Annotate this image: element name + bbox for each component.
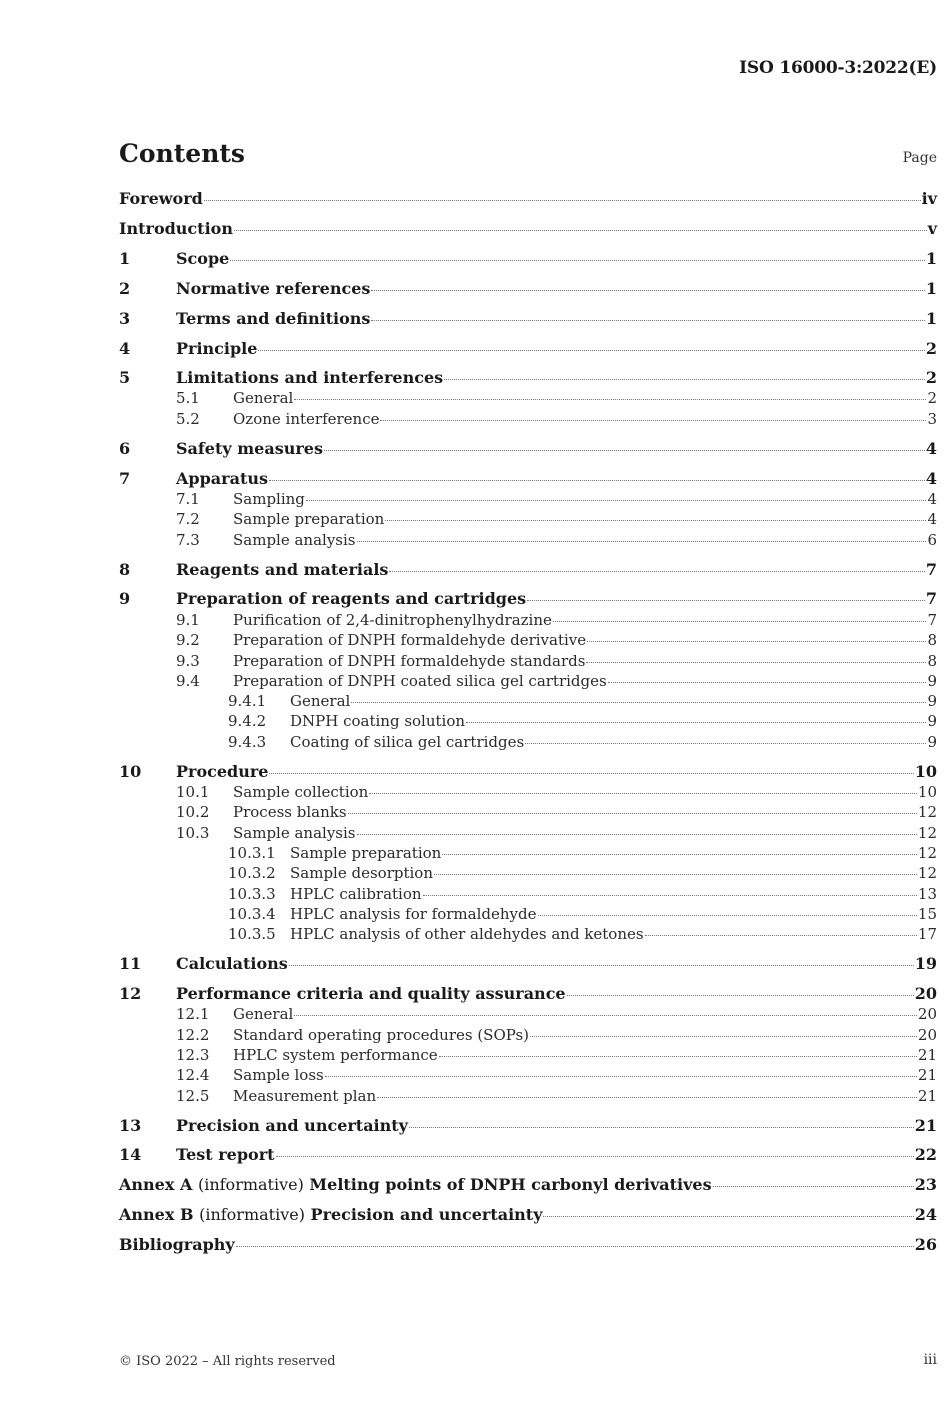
toc-entry[interactable]: [0, 368, 950, 388]
toc-page-number[interactable]: 23: [914, 1175, 937, 1194]
toc-entry-line: [290, 691, 937, 711]
toc-page-number[interactable]: 21: [917, 1087, 937, 1105]
toc-entry-line: [233, 1065, 937, 1085]
toc-section-number: 10.3: [176, 824, 210, 842]
toc-section-number: 7.2: [176, 510, 200, 528]
toc-entry-title[interactable]: Sample collection: [233, 783, 369, 801]
toc-entry[interactable]: [0, 732, 950, 752]
toc-entry[interactable]: [0, 762, 950, 782]
toc-section-number: 5: [119, 368, 131, 387]
dot-leader: [236, 1246, 914, 1247]
dot-leader: [645, 935, 917, 936]
dot-leader: [543, 1216, 913, 1217]
toc-entry-line: [176, 309, 937, 329]
toc-entry-title[interactable]: Precision and uncertainty: [176, 1116, 408, 1135]
toc-page-number[interactable]: 4: [927, 510, 937, 528]
toc-entry-line: [176, 249, 937, 269]
toc-entry-line: [233, 610, 937, 630]
toc-entry-line: [290, 732, 937, 752]
toc-page-number[interactable]: 24: [914, 1205, 937, 1224]
toc-section-number: 7.1: [176, 490, 200, 508]
toc-entry[interactable]: [0, 1086, 950, 1106]
toc-entry[interactable]: [0, 1145, 950, 1165]
toc-entry-line: [290, 884, 937, 904]
dot-leader: [587, 641, 926, 642]
toc-entry[interactable]: [0, 489, 950, 509]
toc-entry-title[interactable]: HPLC analysis of other aldehydes and ketones: [290, 925, 644, 943]
toc-section-number: 5.1: [176, 389, 200, 407]
dot-leader: [204, 200, 921, 201]
toc-page-number[interactable]: 9: [927, 733, 937, 751]
toc-page-number[interactable]: 1: [925, 249, 937, 268]
toc-entry[interactable]: [0, 589, 950, 609]
toc-section-number: 13: [119, 1116, 142, 1135]
contents-heading: Contents: [119, 139, 246, 168]
toc-entry[interactable]: [0, 309, 950, 329]
toc-section-number: 14: [119, 1145, 142, 1164]
toc-entry[interactable]: [0, 954, 950, 974]
toc-entry-line: [233, 630, 937, 650]
toc-entry-line: [290, 904, 937, 924]
toc-page-number[interactable]: 1: [925, 279, 937, 298]
dot-leader: [380, 420, 926, 421]
toc-entry-title[interactable]: Apparatus: [176, 469, 268, 488]
toc-entry-line: [176, 469, 937, 489]
toc-entry-title[interactable]: Standard operating procedures (SOPs): [233, 1026, 529, 1044]
toc-entry-line: [233, 530, 937, 550]
toc-page-number[interactable]: 17: [917, 925, 937, 943]
toc-page-number[interactable]: 2: [925, 339, 937, 358]
toc-entry-title[interactable]: Preparation of DNPH formaldehyde derivative: [233, 631, 587, 649]
toc-page-number[interactable]: 9: [927, 672, 937, 690]
toc-entry-line: [233, 1004, 937, 1024]
toc-page-number[interactable]: 9: [927, 692, 937, 710]
document-header-id: ISO 16000-3:2022(E): [739, 58, 937, 78]
toc-page-number[interactable]: 21: [917, 1066, 937, 1084]
dot-leader: [269, 480, 925, 481]
toc-section-number: 9.4.1: [228, 692, 267, 710]
annex-informative-note: (informative): [199, 1205, 305, 1224]
toc-entry-title[interactable]: Terms and definitions: [176, 309, 371, 328]
toc-section-number: 10.1: [176, 783, 210, 801]
toc-page-number[interactable]: 21: [914, 1116, 937, 1135]
toc-entry[interactable]: [0, 630, 950, 650]
dot-leader: [348, 813, 917, 814]
toc-entry-line: [176, 1116, 937, 1136]
toc-entry-line: [233, 489, 937, 509]
toc-page-number[interactable]: 2: [925, 368, 937, 387]
dot-leader: [357, 834, 917, 835]
toc-entry[interactable]: [0, 560, 950, 580]
toc-section-number: 5.2: [176, 410, 200, 428]
toc-entry-title[interactable]: Reagents and materials: [176, 560, 389, 579]
toc-page-number[interactable]: 3: [927, 410, 937, 428]
toc-entry[interactable]: [0, 219, 950, 239]
toc-entry-title[interactable]: Preparation of reagents and cartridges: [176, 589, 527, 608]
toc-entry-line: [176, 439, 937, 459]
toc-entry-title[interactable]: Safety measures: [176, 439, 323, 458]
toc-section-number: 9.2: [176, 631, 200, 649]
toc-entry-line: [233, 651, 937, 671]
dot-leader: [423, 895, 917, 896]
toc-entry-line: [290, 863, 937, 883]
toc-page-number[interactable]: 12: [917, 844, 937, 862]
toc-entry-title[interactable]: Limitations and interferences: [176, 368, 444, 387]
toc-page-number[interactable]: 4: [925, 439, 937, 458]
toc-section-number: 9.1: [176, 611, 200, 629]
toc-entry-line: [176, 339, 937, 359]
annex-title: Precision and uncertainty: [310, 1205, 543, 1224]
dot-leader: [608, 682, 927, 683]
toc-entry-line: [290, 924, 937, 944]
toc-entry-title[interactable]: General: [290, 692, 351, 710]
toc-section-number: 10: [119, 762, 142, 781]
toc-section-number: 7: [119, 469, 131, 488]
dot-leader: [439, 1056, 917, 1057]
toc-page-number[interactable]: 20: [917, 1026, 937, 1044]
toc-entry-title[interactable]: Coating of silica gel cartridges: [290, 733, 525, 751]
dot-leader: [351, 702, 926, 703]
toc-section-number: 3: [119, 309, 131, 328]
toc-entry-title[interactable]: Foreword: [119, 189, 203, 208]
toc-page-number[interactable]: 4: [925, 469, 937, 488]
toc-entry-line: [119, 189, 937, 209]
dot-leader: [530, 1036, 917, 1037]
toc-entry-title[interactable]: Procedure: [176, 762, 269, 781]
toc-bibliography-entry[interactable]: [0, 1235, 950, 1255]
toc-section-number: 11: [119, 954, 142, 973]
dot-leader: [525, 743, 926, 744]
annex-prefix: Annex A: [119, 1175, 193, 1194]
toc-page-number[interactable]: 21: [917, 1046, 937, 1064]
dot-leader: [371, 290, 924, 291]
toc-entry-title[interactable]: Ozone interference: [233, 410, 380, 428]
toc-entry[interactable]: [0, 1025, 950, 1045]
toc-page-number[interactable]: 8: [927, 652, 937, 670]
toc-entry-title[interactable]: HPLC calibration: [290, 885, 422, 903]
toc-entry[interactable]: [0, 469, 950, 489]
toc-page-number[interactable]: 20: [917, 1005, 937, 1023]
toc-entry-title[interactable]: Sample loss: [233, 1066, 324, 1084]
toc-section-number: 10.2: [176, 803, 210, 821]
toc-entry[interactable]: [0, 1065, 950, 1085]
toc-entry-title[interactable]: Sample preparation: [233, 510, 385, 528]
toc-entry-line: [233, 1086, 937, 1106]
page-column-label: Page: [902, 150, 937, 166]
toc-entry-line: [176, 589, 937, 609]
toc-entry-line: [233, 671, 937, 691]
toc-annex-entry[interactable]: [0, 1205, 950, 1225]
dot-leader: [325, 1076, 917, 1077]
dot-leader: [276, 1156, 914, 1157]
toc-entry[interactable]: [0, 1045, 950, 1065]
toc-entry-line: [233, 409, 937, 429]
toc-page-number[interactable]: 2: [927, 389, 937, 407]
toc-entry-line: [176, 954, 937, 974]
toc-entry-title[interactable]: HPLC system performance: [233, 1046, 438, 1064]
toc-page-number[interactable]: 19: [914, 954, 937, 973]
toc-entry-line: [233, 1025, 937, 1045]
toc-section-number: 8: [119, 560, 131, 579]
toc-entry-line: [176, 368, 937, 388]
toc-entry-line: [233, 782, 937, 802]
dot-leader: [586, 662, 926, 663]
toc-entry-line: [176, 279, 937, 299]
dot-leader: [434, 874, 917, 875]
toc-page-number[interactable]: 13: [917, 885, 937, 903]
toc-entry[interactable]: [0, 984, 950, 1004]
toc-entry-title[interactable]: Sample preparation: [290, 844, 442, 862]
dot-leader: [409, 1127, 914, 1128]
annex-prefix: Annex B: [119, 1205, 194, 1224]
toc-entry[interactable]: [0, 802, 950, 822]
dot-leader: [553, 621, 927, 622]
toc-entry-line: [119, 1235, 937, 1255]
toc-entry[interactable]: [0, 863, 950, 883]
dot-leader: [444, 379, 925, 380]
dot-leader: [258, 350, 924, 351]
toc-section-number: 7.3: [176, 531, 200, 549]
toc-entry-title[interactable]: Sample desorption: [290, 864, 433, 882]
toc-page-number[interactable]: 26: [914, 1235, 937, 1254]
dot-leader: [230, 260, 925, 261]
toc-entry-line: [119, 1205, 937, 1225]
toc-entry[interactable]: [0, 409, 950, 429]
toc-entry-title[interactable]: Test report: [176, 1145, 275, 1164]
toc-entry-line: [233, 509, 937, 529]
toc-entry-line: [176, 560, 937, 580]
toc-entry[interactable]: [0, 924, 950, 944]
toc-entry[interactable]: [0, 823, 950, 843]
dot-leader: [269, 773, 913, 774]
toc-entry-line: [233, 388, 937, 408]
toc-entry-title[interactable]: Measurement plan: [233, 1087, 377, 1105]
toc-entry-line: [176, 984, 937, 1004]
toc-page-number[interactable]: 8: [927, 631, 937, 649]
toc-section-number: 12.4: [176, 1066, 210, 1084]
toc-entry-title[interactable]: Process blanks: [233, 803, 347, 821]
toc-entry-title[interactable]: Sample analysis: [233, 531, 356, 549]
toc-page-number[interactable]: 7: [925, 560, 937, 579]
toc-page-number[interactable]: 10: [914, 762, 937, 781]
dot-leader: [234, 230, 927, 231]
toc-section-number: 10.3.1: [228, 844, 276, 862]
toc-page-number[interactable]: 9: [927, 712, 937, 730]
toc-annex-entry[interactable]: [0, 1175, 950, 1195]
toc-section-number: 4: [119, 339, 131, 358]
toc-section-number: 10.3.3: [228, 885, 276, 903]
toc-page-number[interactable]: 6: [927, 531, 937, 549]
toc-entry-title[interactable]: Sample analysis: [233, 824, 356, 842]
toc-page-number[interactable]: 4: [927, 490, 937, 508]
toc-entry[interactable]: [0, 711, 950, 731]
toc-entry[interactable]: [0, 530, 950, 550]
toc-entry[interactable]: [0, 1004, 950, 1024]
toc-section-number: 9.4: [176, 672, 200, 690]
toc-entry-title[interactable]: General: [233, 389, 294, 407]
toc-entry-line: [119, 1175, 937, 1195]
toc-entry[interactable]: [0, 1116, 950, 1136]
dot-leader: [324, 450, 925, 451]
toc-entry-title[interactable]: Normative references: [176, 279, 371, 298]
annex-title: Melting points of DNPH carbonyl derivatives: [309, 1175, 712, 1194]
toc-entry[interactable]: [0, 279, 950, 299]
toc-page-number[interactable]: v: [927, 219, 937, 238]
dot-leader: [371, 320, 924, 321]
toc-entry[interactable]: [0, 610, 950, 630]
toc-section-number: 12.2: [176, 1026, 210, 1044]
toc-entry[interactable]: [0, 651, 950, 671]
toc-entry-line: [233, 1045, 937, 1065]
toc-entry-title[interactable]: Calculations: [176, 954, 288, 973]
dot-leader: [567, 995, 914, 996]
toc-entry[interactable]: [0, 249, 950, 269]
toc-section-number: 12: [119, 984, 142, 1003]
toc-entry[interactable]: [0, 388, 950, 408]
toc-page-number[interactable]: 22: [914, 1145, 937, 1164]
toc-section-number: 9.3: [176, 652, 200, 670]
toc-page-number[interactable]: 12: [917, 824, 937, 842]
toc-page-number[interactable]: 20: [914, 984, 937, 1003]
toc-entry[interactable]: [0, 691, 950, 711]
dot-leader: [306, 500, 927, 501]
toc-annex-title-group[interactable]: [119, 1205, 542, 1225]
toc-annex-title-group[interactable]: [119, 1175, 712, 1195]
annex-informative-note: (informative): [197, 1175, 304, 1194]
toc-entry-title[interactable]: Sampling: [233, 490, 305, 508]
toc-entry-title[interactable]: Preparation of DNPH coated silica gel cartridges: [233, 672, 607, 690]
toc-entry-title[interactable]: HPLC analysis for formaldehyde: [290, 905, 537, 923]
toc-section-number: 12.3: [176, 1046, 210, 1064]
toc-entry-line: [233, 823, 937, 843]
toc-entry-title[interactable]: Bibliography: [119, 1235, 235, 1254]
toc-entry-title[interactable]: Introduction: [119, 219, 233, 238]
dot-leader: [294, 1015, 917, 1016]
dot-leader: [369, 793, 917, 794]
toc-entry[interactable]: [0, 439, 950, 459]
toc-entry[interactable]: [0, 904, 950, 924]
toc-section-number: 10.3.2: [228, 864, 276, 882]
toc-section-number: 9: [119, 589, 131, 608]
toc-page-number[interactable]: 12: [917, 864, 937, 882]
dot-leader: [385, 520, 926, 521]
toc-entry-title[interactable]: Purification of 2,4-dinitrophenylhydrazine: [233, 611, 552, 629]
toc-page-number[interactable]: 1: [925, 309, 937, 328]
toc-entry-title[interactable]: Performance criteria and quality assurance: [176, 984, 566, 1003]
toc-entry-line: [290, 843, 937, 863]
toc-section-number: 9.4.2: [228, 712, 267, 730]
toc-page-number[interactable]: 7: [927, 611, 937, 629]
dot-leader: [713, 1186, 914, 1187]
toc-entry-title[interactable]: Principle: [176, 339, 258, 358]
dot-leader: [442, 854, 917, 855]
toc-section-number: 1: [119, 249, 131, 268]
footer-page-number: iii: [923, 1352, 937, 1368]
footer-copyright: © ISO 2022 – All rights reserved: [119, 1354, 336, 1369]
toc-entry[interactable]: [0, 189, 950, 209]
toc-entry[interactable]: [0, 843, 950, 863]
dot-leader: [466, 722, 926, 723]
dot-leader: [538, 915, 917, 916]
dot-leader: [294, 399, 926, 400]
toc-entry-line: [233, 802, 937, 822]
toc-page-number[interactable]: 15: [917, 905, 937, 923]
dot-leader: [377, 1097, 917, 1098]
toc-section-number: 6: [119, 439, 131, 458]
toc-entry-line: [119, 219, 937, 239]
toc-section-number: 9.4.3: [228, 733, 267, 751]
toc-page-number[interactable]: 7: [925, 589, 937, 608]
toc-section-number: 12.5: [176, 1087, 210, 1105]
dot-leader: [527, 600, 925, 601]
toc-section-number: 12.1: [176, 1005, 210, 1023]
toc-entry-line: [176, 762, 937, 782]
toc-entry[interactable]: [0, 782, 950, 802]
toc-page-number[interactable]: 10: [917, 783, 937, 801]
dot-leader: [357, 541, 927, 542]
toc-entry-title[interactable]: Scope: [176, 249, 230, 268]
dot-leader: [389, 571, 924, 572]
toc-section-number: 10.3.5: [228, 925, 276, 943]
toc-entry-line: [290, 711, 937, 731]
toc-entry[interactable]: [0, 339, 950, 359]
toc-entry-title[interactable]: DNPH coating solution: [290, 712, 466, 730]
toc-entry-title[interactable]: Preparation of DNPH formaldehyde standards: [233, 652, 586, 670]
toc-page-number[interactable]: 12: [917, 803, 937, 821]
toc-entry-title[interactable]: General: [233, 1005, 294, 1023]
toc-page-number[interactable]: iv: [921, 189, 937, 208]
toc-entry[interactable]: [0, 671, 950, 691]
toc-entry[interactable]: [0, 509, 950, 529]
toc-entry-line: [176, 1145, 937, 1165]
toc-section-number: 10.3.4: [228, 905, 276, 923]
toc-section-number: 2: [119, 279, 131, 298]
toc-entry[interactable]: [0, 884, 950, 904]
dot-leader: [289, 965, 914, 966]
